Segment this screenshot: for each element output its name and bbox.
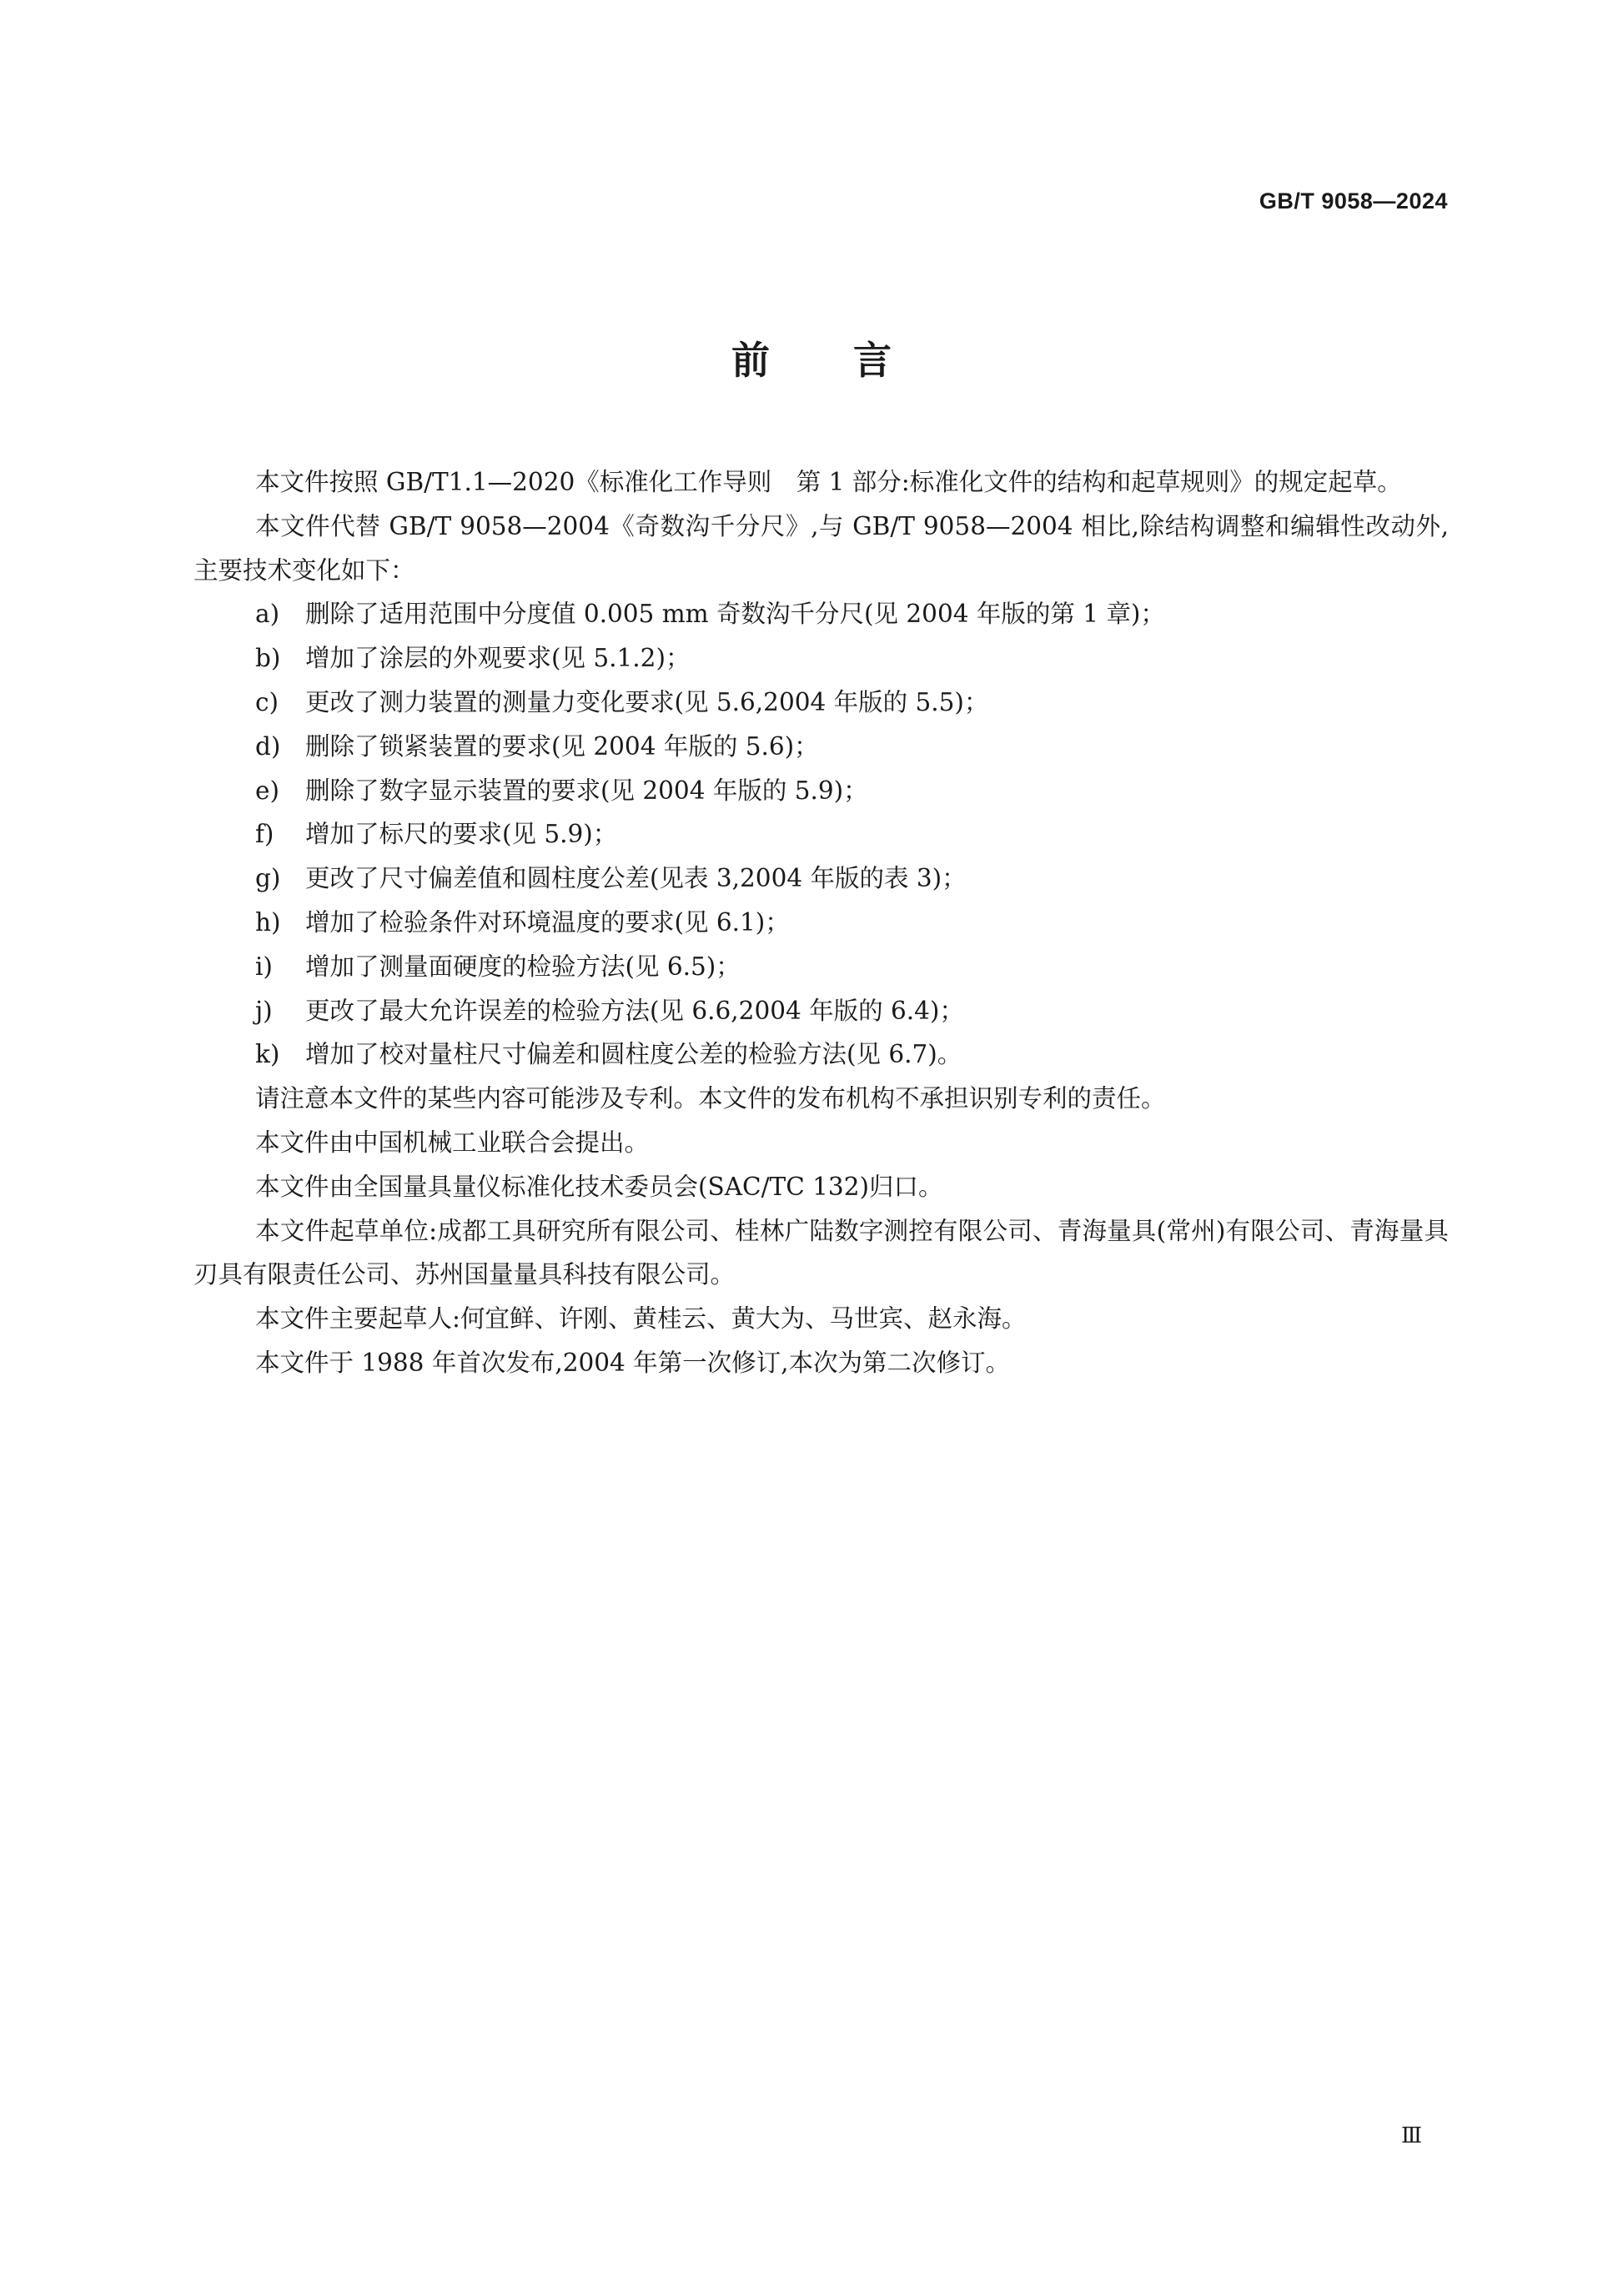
list-marker: c): [255, 687, 279, 716]
paragraph-committee: 本文件由全国量具量仪标准化技术委员会(SAC/TC 132)归口。: [255, 1172, 943, 1201]
list-item-text: 更改了测力装置的测量力变化要求(见 5.6,2004 年版的 5.5)；: [305, 687, 989, 716]
list-item: [193, 1032, 1449, 1077]
list-item-text: 删除了适用范围中分度值 0.005 mm 奇数沟千分尺(见 2004 年版的第 1 章)；: [305, 600, 1165, 629]
changes-list: [193, 592, 1449, 1077]
document-body: [193, 460, 1449, 1385]
page-title: 前言: [731, 338, 975, 383]
list-marker: e): [255, 776, 279, 805]
list-item-text: 删除了数字显示装置的要求(见 2004 年版的 5.9)；: [305, 776, 868, 805]
list-item-text: 删除了锁紧装置的要求(见 2004 年版的 5.6)；: [305, 731, 819, 761]
list-item: [193, 592, 1449, 636]
paragraph-proposer: 本文件由中国机械工业联合会提出。: [255, 1128, 650, 1157]
list-marker: a): [255, 600, 280, 629]
list-item-text: 更改了尺寸偏差值和圆柱度公差(见表 3,2004 年版的表 3)；: [305, 864, 967, 893]
list-item: [193, 681, 1449, 725]
list-marker: d): [255, 731, 281, 761]
list-marker: k): [255, 1040, 280, 1069]
paragraph-replacement: 本文件代替 GB/T 9058—2004《奇数沟千分尺》,与 GB/T 9058—2004 相比,除结构调整和编辑性改动外,主要技术变化如下：: [193, 511, 1449, 585]
paragraph-drafting-rules: 本文件按照 GB/T1.1—2020《标准化工作导则 第 1 部分:标准化文件的结构和起草规则》的规定起草。: [255, 468, 1402, 496]
list-item-text: 更改了最大允许误差的检验方法(见 6.6,2004 年版的 6.4)；: [305, 996, 964, 1025]
list-item-text: 增加了测量面硬度的检验方法(见 6.5)；: [305, 952, 741, 981]
list-marker: b): [255, 644, 281, 673]
list-item: [193, 945, 1449, 989]
list-item: [193, 812, 1449, 857]
standard-code: GB/T 9058—2024: [1259, 188, 1448, 214]
list-marker: f): [255, 820, 274, 849]
list-item: [193, 901, 1449, 945]
list-item: [193, 769, 1449, 813]
list-marker: h): [255, 907, 281, 937]
paragraph-drafting-units: 本文件起草单位:成都工具研究所有限公司、桂林广陆数字测控有限公司、青海量具(常州)有限公司、青海量具刃具有限责任公司、苏州国量量具科技有限公司。: [193, 1216, 1449, 1289]
list-item: [193, 636, 1449, 681]
list-item: [193, 725, 1449, 769]
list-item-text: 增加了检验条件对环境温度的要求(见 6.1)；: [305, 907, 790, 937]
list-marker: g): [255, 864, 281, 893]
list-item-text: 增加了校对量柱尺寸偏差和圆柱度公差的检验方法(见 6.7)。: [305, 1040, 962, 1069]
list-marker: j): [255, 996, 273, 1025]
list-item-text: 增加了标尺的要求(见 5.9)；: [305, 820, 618, 849]
list-marker: i): [255, 952, 273, 981]
paragraph-history: 本文件于 1988 年首次发布,2004 年第一次修订,本次为第二次修订。: [255, 1348, 1011, 1377]
list-item: [193, 989, 1449, 1033]
paragraph-drafters: 本文件主要起草人:何宜鲜、许刚、黄桂云、黄大为、马世宾、赵永海。: [255, 1304, 1027, 1334]
list-item: [193, 857, 1449, 901]
paragraph-patent-notice: 请注意本文件的某些内容可能涉及专利。本文件的发布机构不承担识别专利的责任。: [255, 1084, 1166, 1113]
page-number: Ⅲ: [1401, 2123, 1423, 2148]
list-item-text: 增加了涂层的外观要求(见 5.1.2)；: [305, 644, 691, 673]
